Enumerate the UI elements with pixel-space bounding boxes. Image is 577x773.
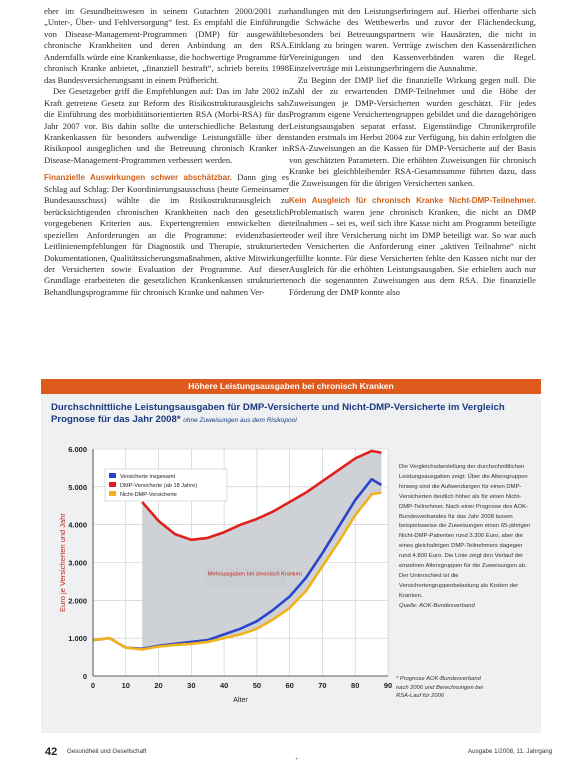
- publication-name: Gesundheit und Gesellschaft: [67, 748, 147, 755]
- legend-label: DMP-Versicherte (ab 18 Jahre): [120, 483, 198, 489]
- paragraph-text: Problematisch waren jene chronisch Kranken, die nicht an DMP teilnahmen – sei es, weil sich ihre Kasse nicht am Programm beteiligte oder weil ihre Versicherung nicht im DMP beteiligt war. So war auch den Versicherten die Anforderung einer „aktiven Teilnahme“ nicht erfüllte konnte. Für diese Versicherten fehlte den Kassen nicht nur der Ausgleich für die erhöhten Leistungsausgaben. Sie erhielten auch nur noch die sogenannten Zuweisungen aus dem RSA. Die finanzielle Förderung der DMP konnte also: [289, 206, 536, 297]
- chart-explanation: [399, 463, 535, 612]
- legend-swatch: [109, 473, 116, 478]
- footnote-line: * Prognose AOK-Bundesverband: [396, 676, 481, 682]
- crop-mark: +: [295, 757, 299, 763]
- left-text-column: [44, 6, 289, 298]
- x-axis-label: Alter: [233, 697, 248, 704]
- legend-swatch: [109, 491, 116, 496]
- subheading: Finanzielle Auswirkungen schwer abschätzbar.: [44, 173, 232, 183]
- paragraph: Zu Beginn der DMP lief die finanzielle Wirkung gegen null. Die Zahl der zu erwartenden DMP-Teilnehmer und die Höhe der Zuweisungen je DMP-Versicherten wurden geschätzt. Für jedes Programm eigene Versichertengruppen gebildet und die dazugehörigen Leistungsausgaben separat erfasst. Eigenständige Chronikerprofile standen erstmals im Herbst 2004 zur Verfügung, bis dahin erfolgten die RSA-Zuweisungen an die Kassen für DMP-Versicherte auf der Basis von geschätzten Parametern. Die erhöhten Zuweisungen für chronisch Kranke bei gleichbleibender RSA-Gesamtsumme führten dazu, dass die Zuweisungen für die übrigen Versicherten sanken.: [289, 74, 536, 188]
- y-tick-label: 0: [82, 672, 87, 681]
- y-tick-label: 3.000: [68, 558, 87, 568]
- x-tick-label: 30: [187, 681, 196, 690]
- chart-explanation-text: Die Vergleichsdarstellung der durchschnittlichen Leistungsausgaben zeigt: Über die Altersgruppen hinweg sind die Aufwendungen für einen DMP-Versicherten deutlich höher als für einen Nicht-DMP-Teilnehmer. Nach einer Prognose des AOK-Bundesverbandes für das Jahr 2008 lassen beispielsweise die Zuweisungen einen 65-jährigen Nicht-DMP-Patienten rund 3.300 Euro, aber die eines gleichaltrigen DMP-Teilnehmers dagegen rund 4.800 Euro. Die Linie zeigt den Verlauf der einzelnen Altersgruppen für die Zuweisungen ab. Der Unterschied ist die Versichertengruppenbelastung als Kosten der Kranken.: [399, 464, 531, 599]
- paragraph-text: Dann ging es Schlag auf Schlag: Der Koordinierungsausschuss (heute Gemeinsamer Bundesausschuss) wählte die im Risikostrukturausgleich zu berücksichtigenden chronischen Krankheiten nach den gesetzlich vorgegebenen Kriterien aus. Expertengremien entwickelten die speziellen Anforderungen an die Programme: evidenzbasierte Leitlinienempfehlungen für Diagnostik und Therapie, strukturierte Dokumentationen, Qualitätssicherungsmaßnahmen, aktive Mitwirkung der Versicherten sowie Evaluation der Programme. Auf dieser Grundlage erarbeiteten die gesetzlichen Krankenkassen strukturierte Behandlungsprogramme für chronisch Kranke und nahmen Ver-: [44, 172, 290, 297]
- paragraph-with-subheading: [289, 195, 536, 298]
- subheading: Kein Ausgleich für chronisch Kranke Nicht-DMP-Teilnehmer.: [289, 196, 536, 206]
- chart-title-text: Durchschnittliche Leistungsausgaben für DMP-Versicherte und Nicht-DMP-Versicherte im Vergleich: [51, 402, 505, 413]
- x-tick-label: 50: [252, 681, 262, 690]
- legend-label: Versicherte insgesamt: [120, 474, 176, 480]
- chart-figure: [41, 379, 541, 733]
- y-tick-label: 4.000: [68, 520, 87, 530]
- figure-banner: Höhere Leistungsausgaben bei chronisch Kranken: [41, 379, 541, 394]
- y-tick-label: 1.000: [68, 634, 87, 644]
- chart-subtitle-note: ohne Zuweisungen aus dem Risikopool: [183, 417, 297, 424]
- y-tick-label: 2.000: [68, 596, 87, 606]
- issue-info: Ausgabe 1/2008, 11. Jahrgang: [468, 748, 553, 755]
- paragraph: Der Gesetzgeber griff die Empfehlungen auf: Das im Jahr 2002 in Kraft getretene Gesetz zur Reform des Risikostrukturausgleichs sah die Einführung des morbiditätsorientierten RSA (Morbi-RSA) für das Jahr 2007 vor. Bis dahin sollte die unterschiedliche Belastung der Krankenkassen für besonders aufwendige Leistungsfälle über den Risikopool ausgeglichen und die Betreuung chronisch Kranker in Disease-Management-Programmen verbessert werden.: [44, 86, 289, 165]
- chart-subtitle: Prognose für das Jahr 2008*: [51, 414, 181, 425]
- y-tick-label: 6.000: [68, 445, 87, 454]
- x-tick-label: 80: [351, 681, 360, 690]
- x-tick-label: 10: [121, 681, 130, 690]
- paragraph: eher im Gesundheitswesen in seinem Gutachten 2000/2001 zur „Unter-, Über- und Fehlversorgung“ fest. Es empfahl die Einführung von Disease-Management-Programmen (DMP) für ausgewählte chronische Krankheiten und deren Anbindung an den RSA. Andernfalls würde eine Krankenkasse, die hochwertige Programme für chronisch Kranke anbietet, „finanziell bestraft“, schrieb bereits 1998 das Bundesversicherungsamt in einem Prüfbericht.: [44, 6, 289, 85]
- x-tick-label: 0: [90, 681, 96, 690]
- footnote-line: nach 2006 und Berechnungen bei: [396, 684, 484, 691]
- chart-source: Quelle: AOK-Bundesverband: [399, 602, 475, 609]
- legend-label: Nicht-DMP-Versicherte: [120, 492, 177, 498]
- page-footer: [0, 746, 577, 766]
- x-tick-label: 60: [285, 681, 294, 690]
- y-tick-label: 5.000: [68, 482, 87, 492]
- x-tick-label: 20: [154, 681, 163, 690]
- x-tick-label: 90: [383, 681, 393, 690]
- paragraph: handlungen mit den Leistungserbringern auf. Hierbei offenbarte sich die Schwäche des Wettbewerbs und zuvor der Flächendeckung, besonders bei Betreuungspartnern wie Hausärzten, die nicht in Einklang zu bringen waren. Verträge zwischen den Kassenärztlichen Vereinigungen und den Kassenverbänden waren die Regel. Einzelverträge mit Leistungserbringern die Ausnahme.: [289, 6, 536, 74]
- y-axis-label: Euro je Versicherten und Jahr: [58, 513, 67, 612]
- x-tick-label: 40: [219, 681, 229, 690]
- paragraph-with-subheading: [44, 172, 289, 298]
- legend-swatch: [109, 482, 116, 487]
- page-number: 42: [45, 746, 58, 758]
- right-text-column: [289, 6, 536, 298]
- chart-footnote: [396, 675, 536, 701]
- area-annotation: Mehrausgaben bei chronisch Kranken: [207, 571, 302, 578]
- footnote-line: RSA-Lauf für 2006: [396, 693, 445, 700]
- x-tick-label: 70: [318, 681, 327, 690]
